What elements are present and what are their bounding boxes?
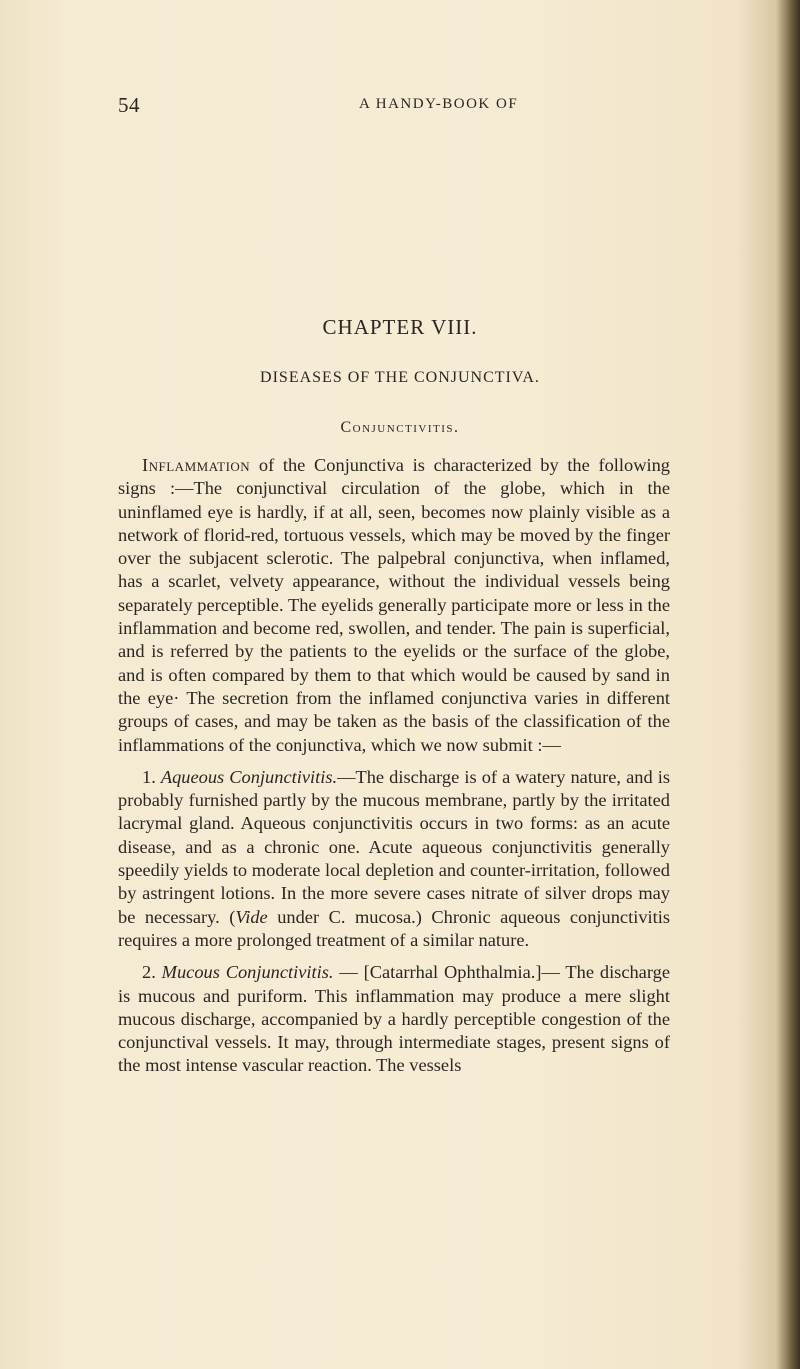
intro-text: of the Conjunctiva is characterized by the following signs :—The conjunctival circulation of the globe, which in the uninflamed eye is hardly, if at all, seen, becomes now plainly visible as a network of florid-red, tortuous vessels, which may be moved by the finger over the subjacent sclerotic. The palpebral conjunctiva, when inflamed, has a scarlet, velvety appearance, without the individual vessels being separately perceptible. The eyelids generally participate more or less in the inflammation and become red, swollen, and tender. The pain is superficial, and is referred by the patients to the eyelids or the surface of the globe, and is often compared by them to that which would be caused by sand in the eye· The secretion from the inflamed conjunctiva varies in different groups of cases, and may be taken as the basis of the classification of the inflammations of the conjunctiva, which we now submit :— [118,455,670,755]
chapter-title: CHAPTER VIII. [322,315,478,339]
intro-paragraph [118,454,670,757]
section-title: DISEASES OF THE CONJUNCTIVA. [260,369,540,386]
aqueous-heading: Aqueous Conjunctivitis. [160,766,338,787]
mucous-text: — [Catarrhal Ophthalmia.]— The discharge is mucous and puriform. This inflammation may produce a mere slight mucous discharge, accompanied by a hardly perceptible congestion of the conjunctival vessels. It may, through intermediate stages, present signs of the most intense vascular reaction. The vessels [118,962,670,1076]
vide-reference: Vide [235,906,268,927]
mucous-paragraph [118,961,670,1077]
running-title: A HANDY-BOOK OF [359,96,519,112]
mucous-heading: Mucous Conjunctivitis. [161,962,334,983]
body-text [118,454,670,1087]
mucous-number: 2. [142,962,162,983]
running-head [118,93,678,117]
aqueous-paragraph [118,766,670,952]
aqueous-text-b: under C. mucosa.) Chronic aqueous conjunctivitis requires a more prolonged treatment of a similar nature. [118,906,670,950]
lead-word: Inflammation [142,455,251,475]
subsection-title: Conjunctivitis. [340,419,460,436]
page-number: 54 [118,93,140,117]
aqueous-text-a: —The discharge is of a watery nature, and is probably furnished partly by the mucous membrane, partly by the irritated lacrymal gland. Aqueous conjunctivitis occurs in two forms: as an acute disease, and as a chronic one. Acute aqueous conjunctivitis generally speedily yields to moderate local depletion and counter-irritation, followed by astringent lotions. In the more severe cases nitrate of silver drops may be necessary. ( [118,766,670,927]
aqueous-number: 1. [142,766,161,787]
